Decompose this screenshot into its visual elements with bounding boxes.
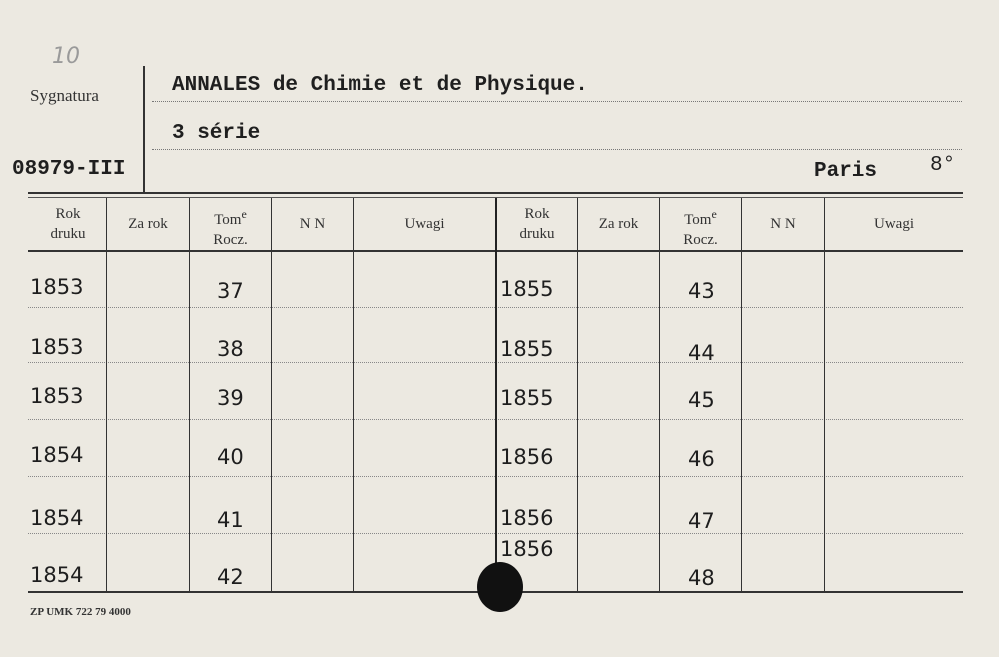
right-row-5-year: 1856 [500, 506, 554, 530]
col-line [106, 198, 107, 591]
header-tom-sup: e [711, 207, 717, 221]
header-rok-druku [30, 204, 106, 244]
header-nn-right: N N [770, 216, 796, 232]
header-rok-druku-right [497, 204, 577, 244]
place: Paris [814, 160, 878, 183]
header-za-rok: Za rok [128, 216, 168, 232]
series: 3 série [172, 122, 261, 145]
header-tom-line2: Rocz. [683, 232, 718, 248]
header-rok-line1: Rok [55, 206, 81, 222]
title: ANNALES de Chimie et de Physique. [172, 74, 588, 97]
header-za-rok-right: Za rok [598, 216, 639, 232]
left-row-2-tom: 38 [217, 337, 244, 361]
right-row-6-year: 1856 [500, 537, 554, 561]
pencil-note: 10 [52, 44, 80, 69]
left-row-5-tom: 41 [217, 508, 244, 532]
format: 8° [930, 154, 956, 177]
table-top-rule [28, 192, 963, 194]
right-row-2-tom: 44 [688, 341, 715, 365]
col-line [189, 198, 190, 591]
header-tom-sup: e [241, 207, 247, 221]
left-row-6-tom: 42 [217, 565, 244, 589]
left-row-6-year: 1854 [30, 563, 84, 587]
header-rok-line1: Rok [524, 206, 550, 222]
header-rok-line2: druku [50, 226, 86, 242]
header-rok-line2: druku [519, 226, 555, 242]
header-uwagi-right: Uwagi [874, 216, 914, 232]
right-row-4-year: 1856 [500, 445, 554, 469]
left-row-3-year: 1853 [30, 384, 84, 408]
punch-hole [477, 562, 523, 612]
col-line [271, 198, 272, 591]
left-row-5-year: 1854 [30, 506, 84, 530]
left-row-3-tom: 39 [217, 386, 244, 410]
right-row-5-tom: 47 [688, 509, 715, 533]
col-line [659, 198, 660, 591]
header-tom-line1: Tom [684, 212, 712, 228]
header-tom-rocz-right [660, 204, 741, 250]
right-row-3-year: 1855 [500, 386, 554, 410]
right-row-2-year: 1855 [500, 337, 554, 361]
header-nn: N N [299, 216, 326, 232]
col-line [353, 198, 354, 591]
right-row-6-tom: 48 [688, 566, 715, 590]
header-uwagi: Uwagi [404, 216, 445, 232]
right-row-1-year: 1855 [500, 277, 554, 301]
call-number: 08979-III [12, 158, 126, 181]
left-row-4-tom: 40 [217, 445, 244, 469]
footer-print-code: ZP UMK 722 79 4000 [30, 606, 131, 618]
right-row-1-tom: 43 [688, 279, 715, 303]
header-tom-line2: Rocz. [213, 232, 248, 248]
col-line-center [495, 198, 497, 591]
right-row-3-tom: 45 [688, 388, 715, 412]
left-row-1-tom: 37 [217, 279, 244, 303]
left-row-2-year: 1853 [30, 335, 84, 359]
title-line [152, 101, 962, 102]
sygnatura-label: Sygnatura [30, 86, 99, 105]
col-line [741, 198, 742, 591]
left-row-4-year: 1854 [30, 443, 84, 467]
signature-divider [143, 66, 145, 194]
series-line [152, 149, 962, 150]
left-row-1-year: 1853 [30, 275, 84, 299]
col-line [577, 198, 578, 591]
right-row-4-tom: 46 [688, 447, 715, 471]
header-tom-rocz [190, 204, 271, 250]
col-line [824, 198, 825, 591]
header-tom-line1: Tom [214, 212, 242, 228]
